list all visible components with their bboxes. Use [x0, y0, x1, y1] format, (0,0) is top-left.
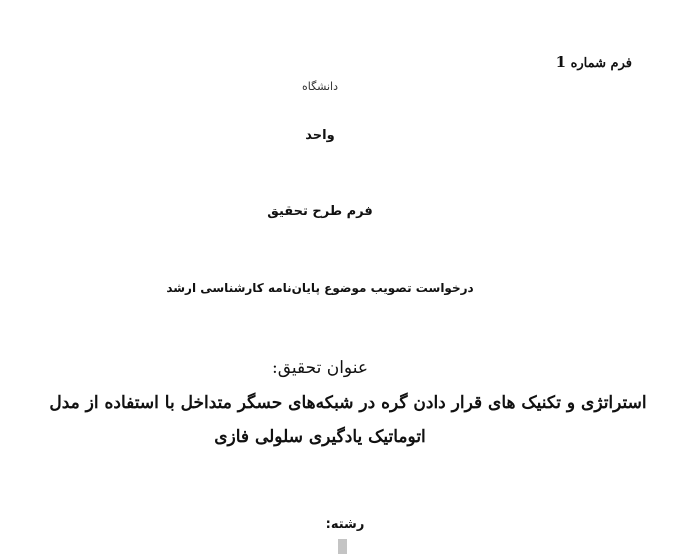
- university-name: دانشگاه: [301, 80, 339, 93]
- field-of-study-label: رشته:: [325, 517, 365, 532]
- form-title: فرم طرح تحقیق: [267, 204, 373, 219]
- request-line: درخواست تصویب موضوع پایان‌نامه کارشناسی ارشد: [166, 281, 474, 295]
- form-number-value: 1: [555, 53, 567, 71]
- unit-name: واحد: [305, 128, 335, 143]
- text-cursor[interactable]: [338, 539, 347, 554]
- research-title-label: عنوان تحقیق:: [271, 358, 368, 378]
- research-title-line-1: استراتژی و تکنیک های قرار دادن گره در شبکه‌های حسگر متداخل با استفاده از مدل: [49, 393, 647, 413]
- research-title-line-2: اتوماتیک یادگیری سلولی فازی: [214, 427, 426, 447]
- form-number-label: فرم شماره: [570, 56, 632, 71]
- form-number: [556, 53, 632, 71]
